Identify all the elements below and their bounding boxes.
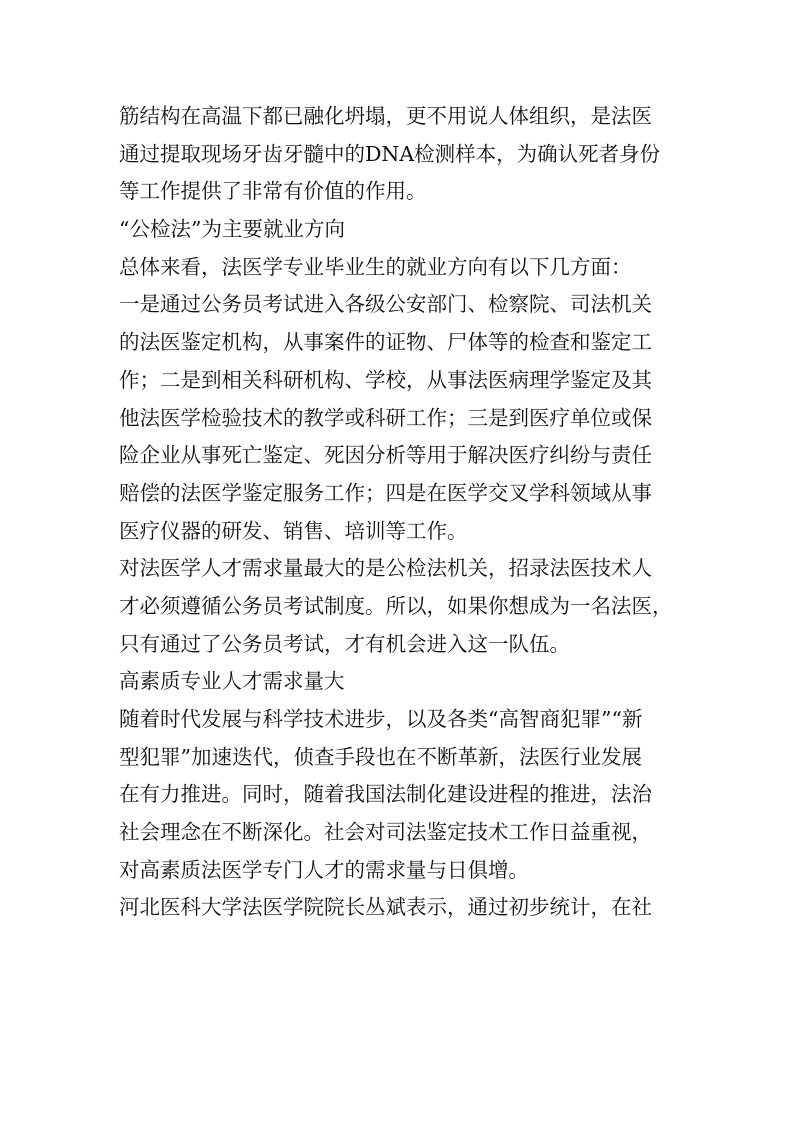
article-body: [119, 98, 679, 927]
body-line: 只有通过了公务员考试，才有机会进入这一队伍。: [119, 631, 570, 656]
body-line: 筋结构在高温下都已融化坍塌，更不用说人体组织，是法医: [119, 104, 652, 128]
body-line: 一是通过公务员考试进入各级公安部门、检察院、司法机关: [119, 292, 652, 317]
body-line: 险企业从事死亡鉴定、死因分析等用于解决医疗纠纷与责任: [119, 443, 652, 468]
section-heading: “公检法”为主要就业方向: [119, 217, 345, 242]
body-line: 赔偿的法医学鉴定服务工作；四是在医学交叉学科领域从事: [119, 480, 652, 505]
body-line: 的法医鉴定机构，从事案件的证物、尸体等的检查和鉴定工: [119, 330, 652, 355]
body-line: 才必须遵循公务员考试制度。所以，如果你想成为一名法医，: [119, 593, 673, 618]
body-line: 作；二是到相关科研机构、学校，从事法医病理学鉴定及其: [119, 367, 652, 392]
body-line: 社会理念在不断深化。社会对司法鉴定技术工作日益重视，: [119, 820, 652, 845]
body-line: 总体来看，法医学专业毕业生的就业方向有以下几方面：: [119, 254, 632, 279]
body-line: 医疗仪器的研发、销售、培训等工作。: [119, 518, 468, 543]
body-line: 对法医学人才需求量最大的是公检法机关，招录法医技术人: [119, 556, 652, 581]
body-line: 在有力推进。同时，随着我国法制化建设进程的推进，法治: [119, 782, 652, 807]
body-line: 等工作提供了非常有价值的作用。: [119, 179, 427, 204]
body-line: 河北医科大学法医学院院长丛斌表示，通过初步统计，在社: [119, 895, 652, 920]
body-line: 通过提取现场牙齿牙髓中的DNA检测样本，为确认死者身份: [119, 141, 661, 166]
body-line: 随着时代发展与科学技术进步，以及各类“高智商犯罪”“新: [119, 707, 643, 731]
body-line: 型犯罪”加速迭代，侦查手段也在不断革新，法医行业发展: [119, 744, 642, 769]
body-line: 他法医学检验技术的教学或科研工作；三是到医疗单位或保: [119, 405, 652, 430]
section-heading: 高素质专业人才需求量大: [119, 669, 345, 694]
body-line: 对高素质法医学专门人才的需求量与日俱增。: [119, 857, 529, 882]
